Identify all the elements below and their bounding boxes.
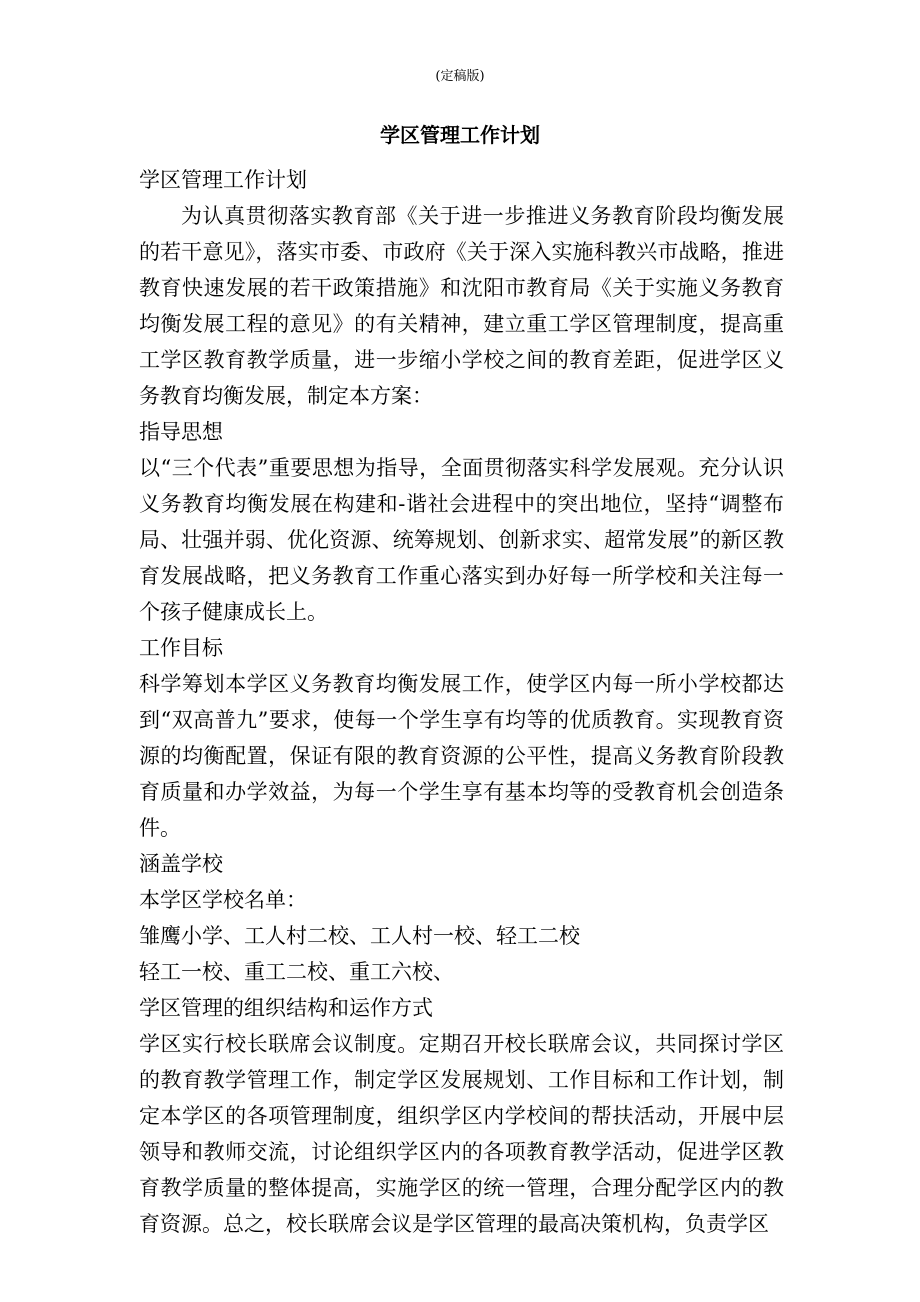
header-note: (定稿版)	[435, 69, 485, 84]
paragraph: 本学区学校名单：	[139, 888, 307, 912]
section-heading: 学区管理的组织结构和运作方式	[139, 996, 433, 1020]
paragraph: 科学筹划本学区义务教育均衡发展工作，使学区内每一所小学校都达到“双高普九”要求，使每一个学生享有均等的优质教育。实现教育资源的均衡配置，保证有限的教育资源的公平性，提高义务教育阶段教育质量和办学效益，为每一个学生享有基本均等的受教育机会创造条件。	[139, 672, 784, 840]
paragraph: 以“三个代表”重要思想为指导，全面贯彻落实科学发展观。充分认识义务教育均衡发展在构建和-谐社会进程中的突出地位，坚持“调整布局、壮强并弱、优化资源、统筹规划、创新求实、超常发展”的新区教育发展战略，把义务教育工作重心落实到办好每一所学校和关注每一个孩子健康成长上。	[139, 456, 784, 624]
section-heading: 工作目标	[139, 636, 223, 660]
document-body	[139, 162, 784, 1242]
section-heading: 涵盖学校	[139, 852, 223, 876]
paragraph: 学区实行校长联席会议制度。定期召开校长联席会议，共同探讨学区的教育教学管理工作，制定学区发展规划、工作目标和工作计划，制定本学区的各项管理制度，组织学区内学校间的帮扶活动，开展中层领导和教师交流，讨论组织学区内的各项教育教学活动，促进学区教育教学质量的整体提高，实施学区的统一管理，合理分配学区内的教育资源。总之，校长联席会议是学区管理的最高决策机构，负责学区	[139, 1032, 784, 1236]
paragraph: 为认真贯彻落实教育部《关于进一步推进义务教育阶段均衡发展的若干意见》，落实市委、市政府《关于深入实施科教兴市战略，推进教育快速发展的若干政策措施》和沈阳市教育局《关于实施义务教育均衡发展工程的意见》的有关精神，建立重工学区管理制度，提高重工学区教育教学质量，进一步缩小学校之间的教育差距，促进学区义务教育均衡发展，制定本方案：	[139, 204, 784, 408]
paragraph: 学区管理工作计划	[139, 168, 307, 192]
school-list-line: 雏鹰小学、工人村二校、工人村一校、轻工二校	[139, 924, 580, 948]
document-title: 学区管理工作计划	[380, 123, 540, 147]
section-heading: 指导思想	[139, 420, 223, 444]
school-list-line: 轻工一校、重工二校、重工六校、	[139, 960, 454, 984]
